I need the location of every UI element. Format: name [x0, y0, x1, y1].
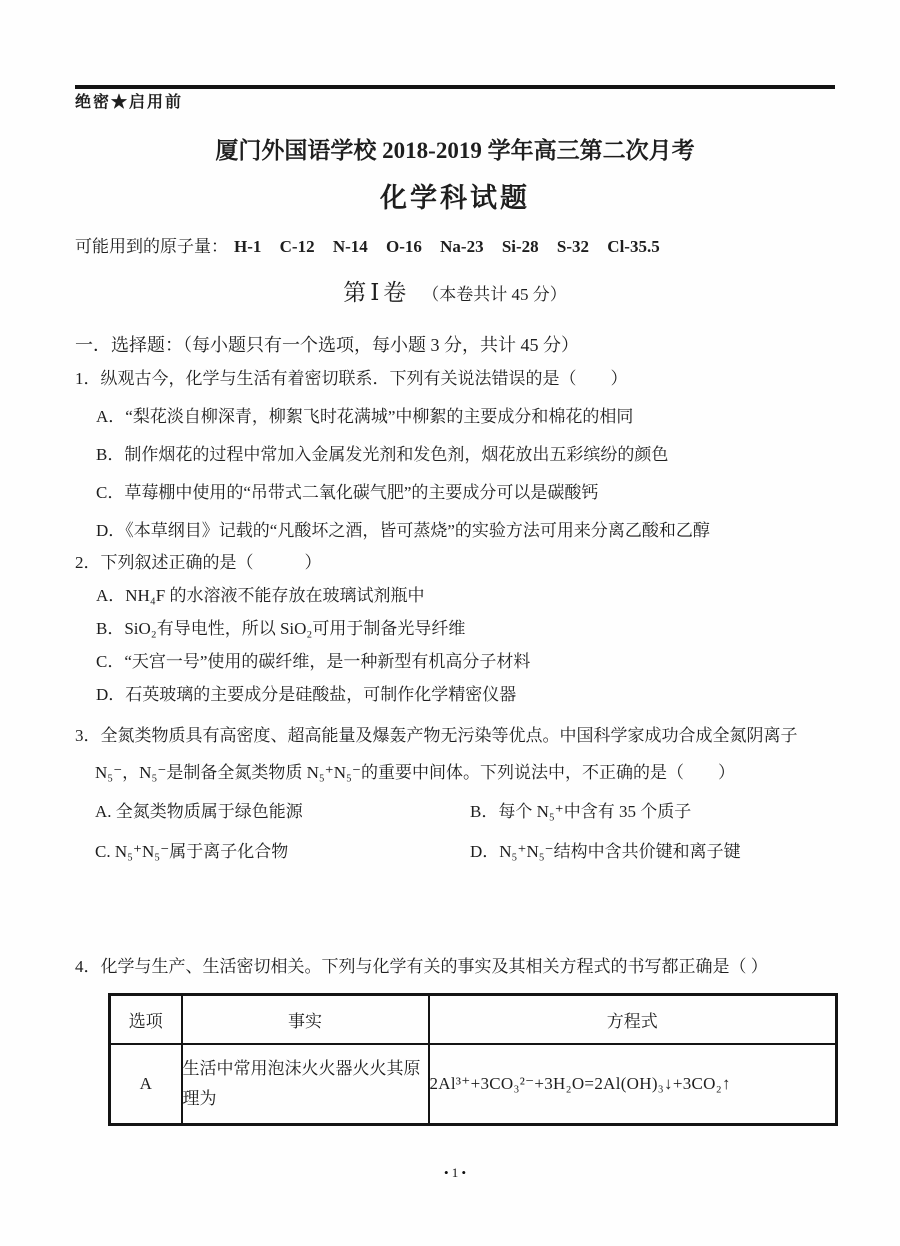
question-1 [75, 368, 835, 542]
question-3-option-c: C. N₅⁺N₅⁻属于离子化合物 [95, 842, 289, 861]
exam-title: 厦门外国语学校 2018-2019 学年高三第二次月考 [215, 138, 695, 163]
question-3 [75, 725, 835, 863]
question-4 [75, 956, 835, 1126]
classification-banner: 绝密★启用前 [75, 94, 184, 111]
table-row-a-fact: 生活中常用泡沫火火器火火其原理为 [182, 1044, 429, 1125]
table-header-fact: 事实 [182, 995, 429, 1045]
question-2-option-b: B．SiO₂有导电性，所以 SiO₂可用于制备光导纤维 [96, 619, 466, 638]
top-rule-divider [75, 85, 835, 89]
question-3-options-row-1 [75, 801, 835, 823]
question-1-option-c: C．草莓棚中使用的“吊带式二氧化碳气肥”的主要成分可以是碳酸钙 [96, 483, 599, 502]
question-3-stem-line-2: N₅⁻，N₅⁻是制备全氮类物质 N₅⁺N₅⁻的重要中间体。下列说法中，不正确的是（ ） [95, 763, 735, 782]
table-row-a-equation: 2Al³⁺+3CO₃²⁻+3H₂O=2Al(OH)₃↓+3CO₂↑ [429, 1044, 837, 1125]
question-1-stem: 1．纵观古今，化学与生活有着密切联系．下列有关说法错误的是（ ） [75, 369, 628, 388]
question-4-stem: 4．化学与生产、生活密切相关。下列与化学有关的事实及其相关方程式的书写都正确是（ ） [75, 957, 768, 976]
part-title: 第Ⅰ卷 [343, 280, 411, 305]
question-2-stem: 2．下列叙述正确的是（ ） [75, 553, 322, 572]
atomic-mass-values: H-1 C-12 N-14 O-16 Na-23 Si-28 S-32 Cl-35.5 [234, 237, 660, 256]
question-4-table [108, 993, 838, 1126]
atomic-mass-line [75, 235, 835, 259]
part-note: （本卷共计 45 分） [422, 285, 567, 304]
subject-title: 化学科试题 [380, 183, 530, 213]
question-2-option-a: A．NH₄F 的水溶液不能存放在玻璃试剂瓶中 [96, 586, 425, 605]
table-row-a [110, 1044, 837, 1125]
question-1-option-b: B．制作烟花的过程中常加入金属发光剂和发色剂，烟花放出五彩缤纷的颜色 [96, 445, 669, 464]
table-header-row [110, 995, 837, 1045]
table-header-option: 选项 [110, 995, 182, 1045]
table-header-equation: 方程式 [429, 995, 837, 1045]
question-2-option-d: D．石英玻璃的主要成分是硅酸盐，可制作化学精密仪器 [96, 685, 517, 704]
question-3-stem-line-1: 3．全氮类物质具有高密度、超高能量及爆轰产物无污染等优点。中国科学家成功合成全氮阴离子 [75, 726, 798, 745]
question-3-option-b: B．每个 N₅⁺中含有 35 个质子 [470, 802, 692, 821]
atomic-mass-label: 可能用到的原子量： [75, 237, 228, 256]
section-heading: 一．选择题：（每小题只有一个选项，每小题 3 分，共计 45 分） [75, 335, 579, 355]
part-heading [75, 278, 835, 311]
question-2-option-c: C．“天宫一号”使用的碳纤维，是一种新型有机高分子材料 [96, 652, 531, 671]
question-3-option-d: D．N₅⁺N₅⁻结构中含共价键和离子键 [470, 842, 741, 861]
question-3-options-row-2 [75, 841, 835, 863]
question-1-option-a: A．“梨花淡自柳深青，柳絮飞时花满城”中柳絮的主要成分和棉花的相同 [96, 407, 634, 426]
question-2 [75, 552, 835, 706]
table-row-a-option: A [110, 1044, 182, 1125]
question-1-option-d: D．《本草纲目》记载的“凡酸坏之酒，皆可蒸烧”的实验方法可用来分离乙酸和乙醇 [96, 521, 710, 540]
question-3-option-a: A. 全氮类物质属于绿色能源 [95, 802, 303, 821]
page-number: • 1 • [443, 1165, 467, 1180]
